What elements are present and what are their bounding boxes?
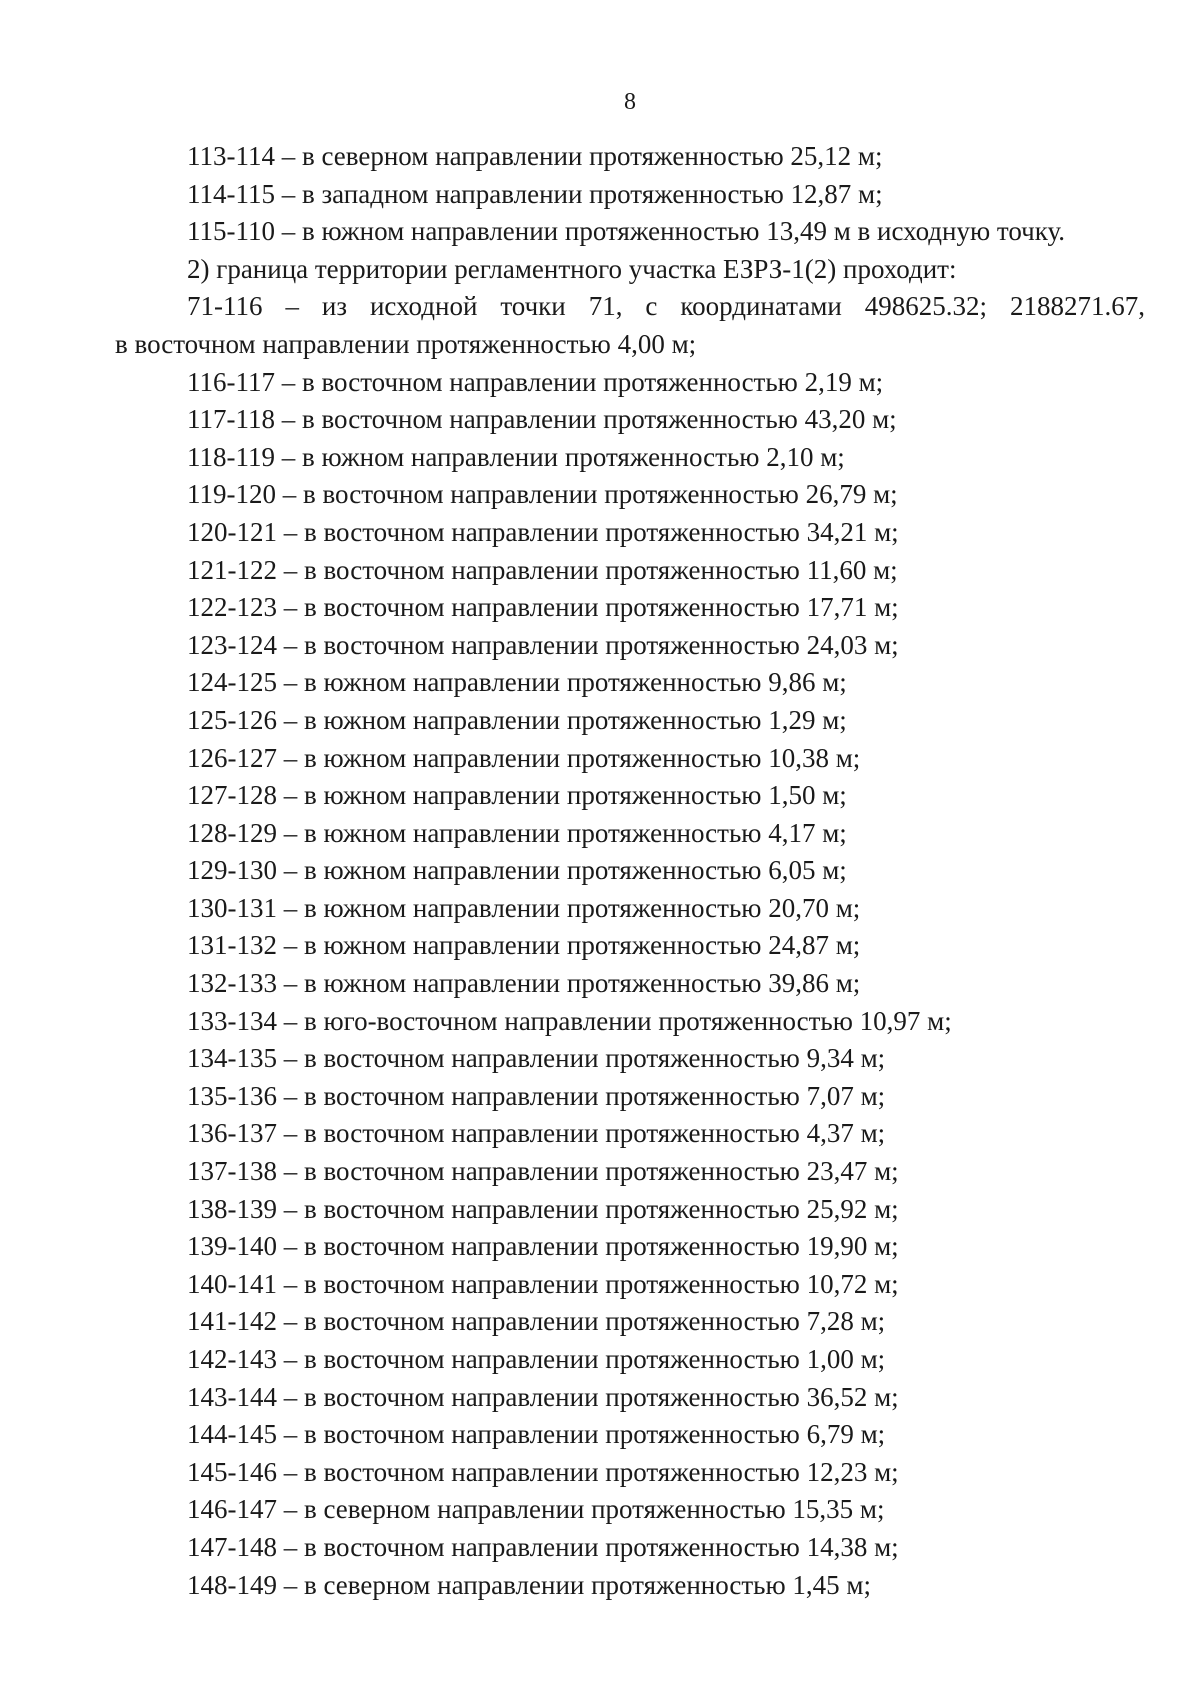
- segment-line: 132-133 – в южном направлении протяженностью 39,86 м;: [187, 968, 861, 999]
- boundary-line: 114-115 – в западном направлении протяженностью 12,87 м;: [187, 178, 883, 209]
- segment-line: 138-139 – в восточном направлении протяженностью 25,92 м;: [187, 1193, 899, 1224]
- segment-line: 140-141 – в восточном направлении протяженностью 10,72 м;: [187, 1268, 899, 1299]
- segment-line: 131-132 – в южном направлении протяженностью 24,87 м;: [187, 930, 861, 961]
- segment-line: 136-137 – в восточном направлении протяженностью 4,37 м;: [187, 1118, 886, 1149]
- segment-line: 122-123 – в восточном направлении протяженностью 17,71 м;: [187, 592, 899, 623]
- segment-line: 148-149 – в северном направлении протяженностью 1,45 м;: [187, 1569, 872, 1600]
- segment-line: 135-136 – в восточном направлении протяженностью 7,07 м;: [187, 1080, 886, 1111]
- word: с: [645, 291, 658, 322]
- word: –: [285, 291, 299, 322]
- segment-line: 144-145 – в восточном направлении протяженностью 6,79 м;: [187, 1419, 886, 1450]
- segment-line: 147-148 – в восточном направлении протяженностью 14,38 м;: [187, 1531, 899, 1562]
- boundary-line: 113-114 – в северном направлении протяженностью 25,12 м;: [187, 141, 883, 171]
- document-body: [115, 138, 1145, 1604]
- segment-line: 133-134 – в юго-восточном направлении протяженностью 10,97 м;: [187, 1005, 952, 1036]
- word: из: [321, 291, 348, 322]
- segment-line: 128-129 – в южном направлении протяженностью 4,17 м;: [187, 817, 847, 848]
- word: 498625.32;: [864, 291, 988, 322]
- segment-line: 121-122 – в восточном направлении протяженностью 11,60 м;: [187, 554, 898, 585]
- word: 71,: [588, 291, 623, 322]
- segment-line: 146-147 – в северном направлении протяженностью 15,35 м;: [187, 1494, 885, 1525]
- segment-line: 117-118 – в восточном направлении протяженностью 43,20 м;: [187, 404, 897, 435]
- section-heading: 2) граница территории регламентного участка ЕЗРЗ-1(2) проходит:: [187, 253, 957, 284]
- lines-before: [115, 138, 1145, 288]
- word: 71-116: [187, 291, 263, 322]
- word: исходной: [369, 291, 478, 322]
- segment-line: 141-142 – в восточном направлении протяженностью 7,28 м;: [187, 1306, 886, 1337]
- start-paragraph: [115, 288, 1145, 363]
- segment-line: 143-144 – в восточном направлении протяженностью 36,52 м;: [187, 1381, 899, 1412]
- word: 2188271.67,: [1009, 291, 1145, 322]
- segment-line: 129-130 – в южном направлении протяженностью 6,05 м;: [187, 855, 847, 886]
- word: точки: [500, 291, 566, 322]
- start-paragraph-continuation: в восточном направлении протяженностью 4,00 м;: [115, 328, 697, 359]
- segment-line: 118-119 – в южном направлении протяженностью 2,10 м;: [187, 441, 845, 472]
- segment-line: 124-125 – в южном направлении протяженностью 9,86 м;: [187, 667, 847, 698]
- page-number: 8: [624, 89, 636, 115]
- segment-line: 123-124 – в восточном направлении протяженностью 24,03 м;: [187, 629, 899, 660]
- start-paragraph-first-line: [115, 288, 1145, 326]
- segment-line: 120-121 – в восточном направлении протяженностью 34,21 м;: [187, 516, 899, 547]
- segment-line: 127-128 – в южном направлении протяженностью 1,50 м;: [187, 780, 847, 811]
- segment-line: 126-127 – в южном направлении протяженностью 10,38 м;: [187, 742, 861, 773]
- segment-line: 130-131 – в южном направлении протяженностью 20,70 м;: [187, 892, 861, 923]
- segment-line: 142-143 – в восточном направлении протяженностью 1,00 м;: [187, 1344, 886, 1374]
- segment-line: 116-117 – в восточном направлении протяженностью 2,19 м;: [187, 366, 884, 397]
- segments-list: [115, 364, 1145, 1605]
- segment-line: 134-135 – в восточном направлении протяженностью 9,34 м;: [187, 1043, 886, 1074]
- segment-line: 139-140 – в восточном направлении протяженностью 19,90 м;: [187, 1231, 899, 1262]
- segment-line: 137-138 – в восточном направлении протяженностью 23,47 м;: [187, 1156, 899, 1187]
- segment-line: 145-146 – в восточном направлении протяженностью 12,23 м;: [187, 1456, 899, 1487]
- segment-line: 125-126 – в южном направлении протяженностью 1,29 м;: [187, 704, 847, 735]
- segment-line: 119-120 – в восточном направлении протяженностью 26,79 м;: [187, 479, 898, 510]
- word: координатами: [680, 291, 842, 322]
- boundary-line: 115-110 – в южном направлении протяженностью 13,49 м в исходную точку.: [187, 216, 1066, 247]
